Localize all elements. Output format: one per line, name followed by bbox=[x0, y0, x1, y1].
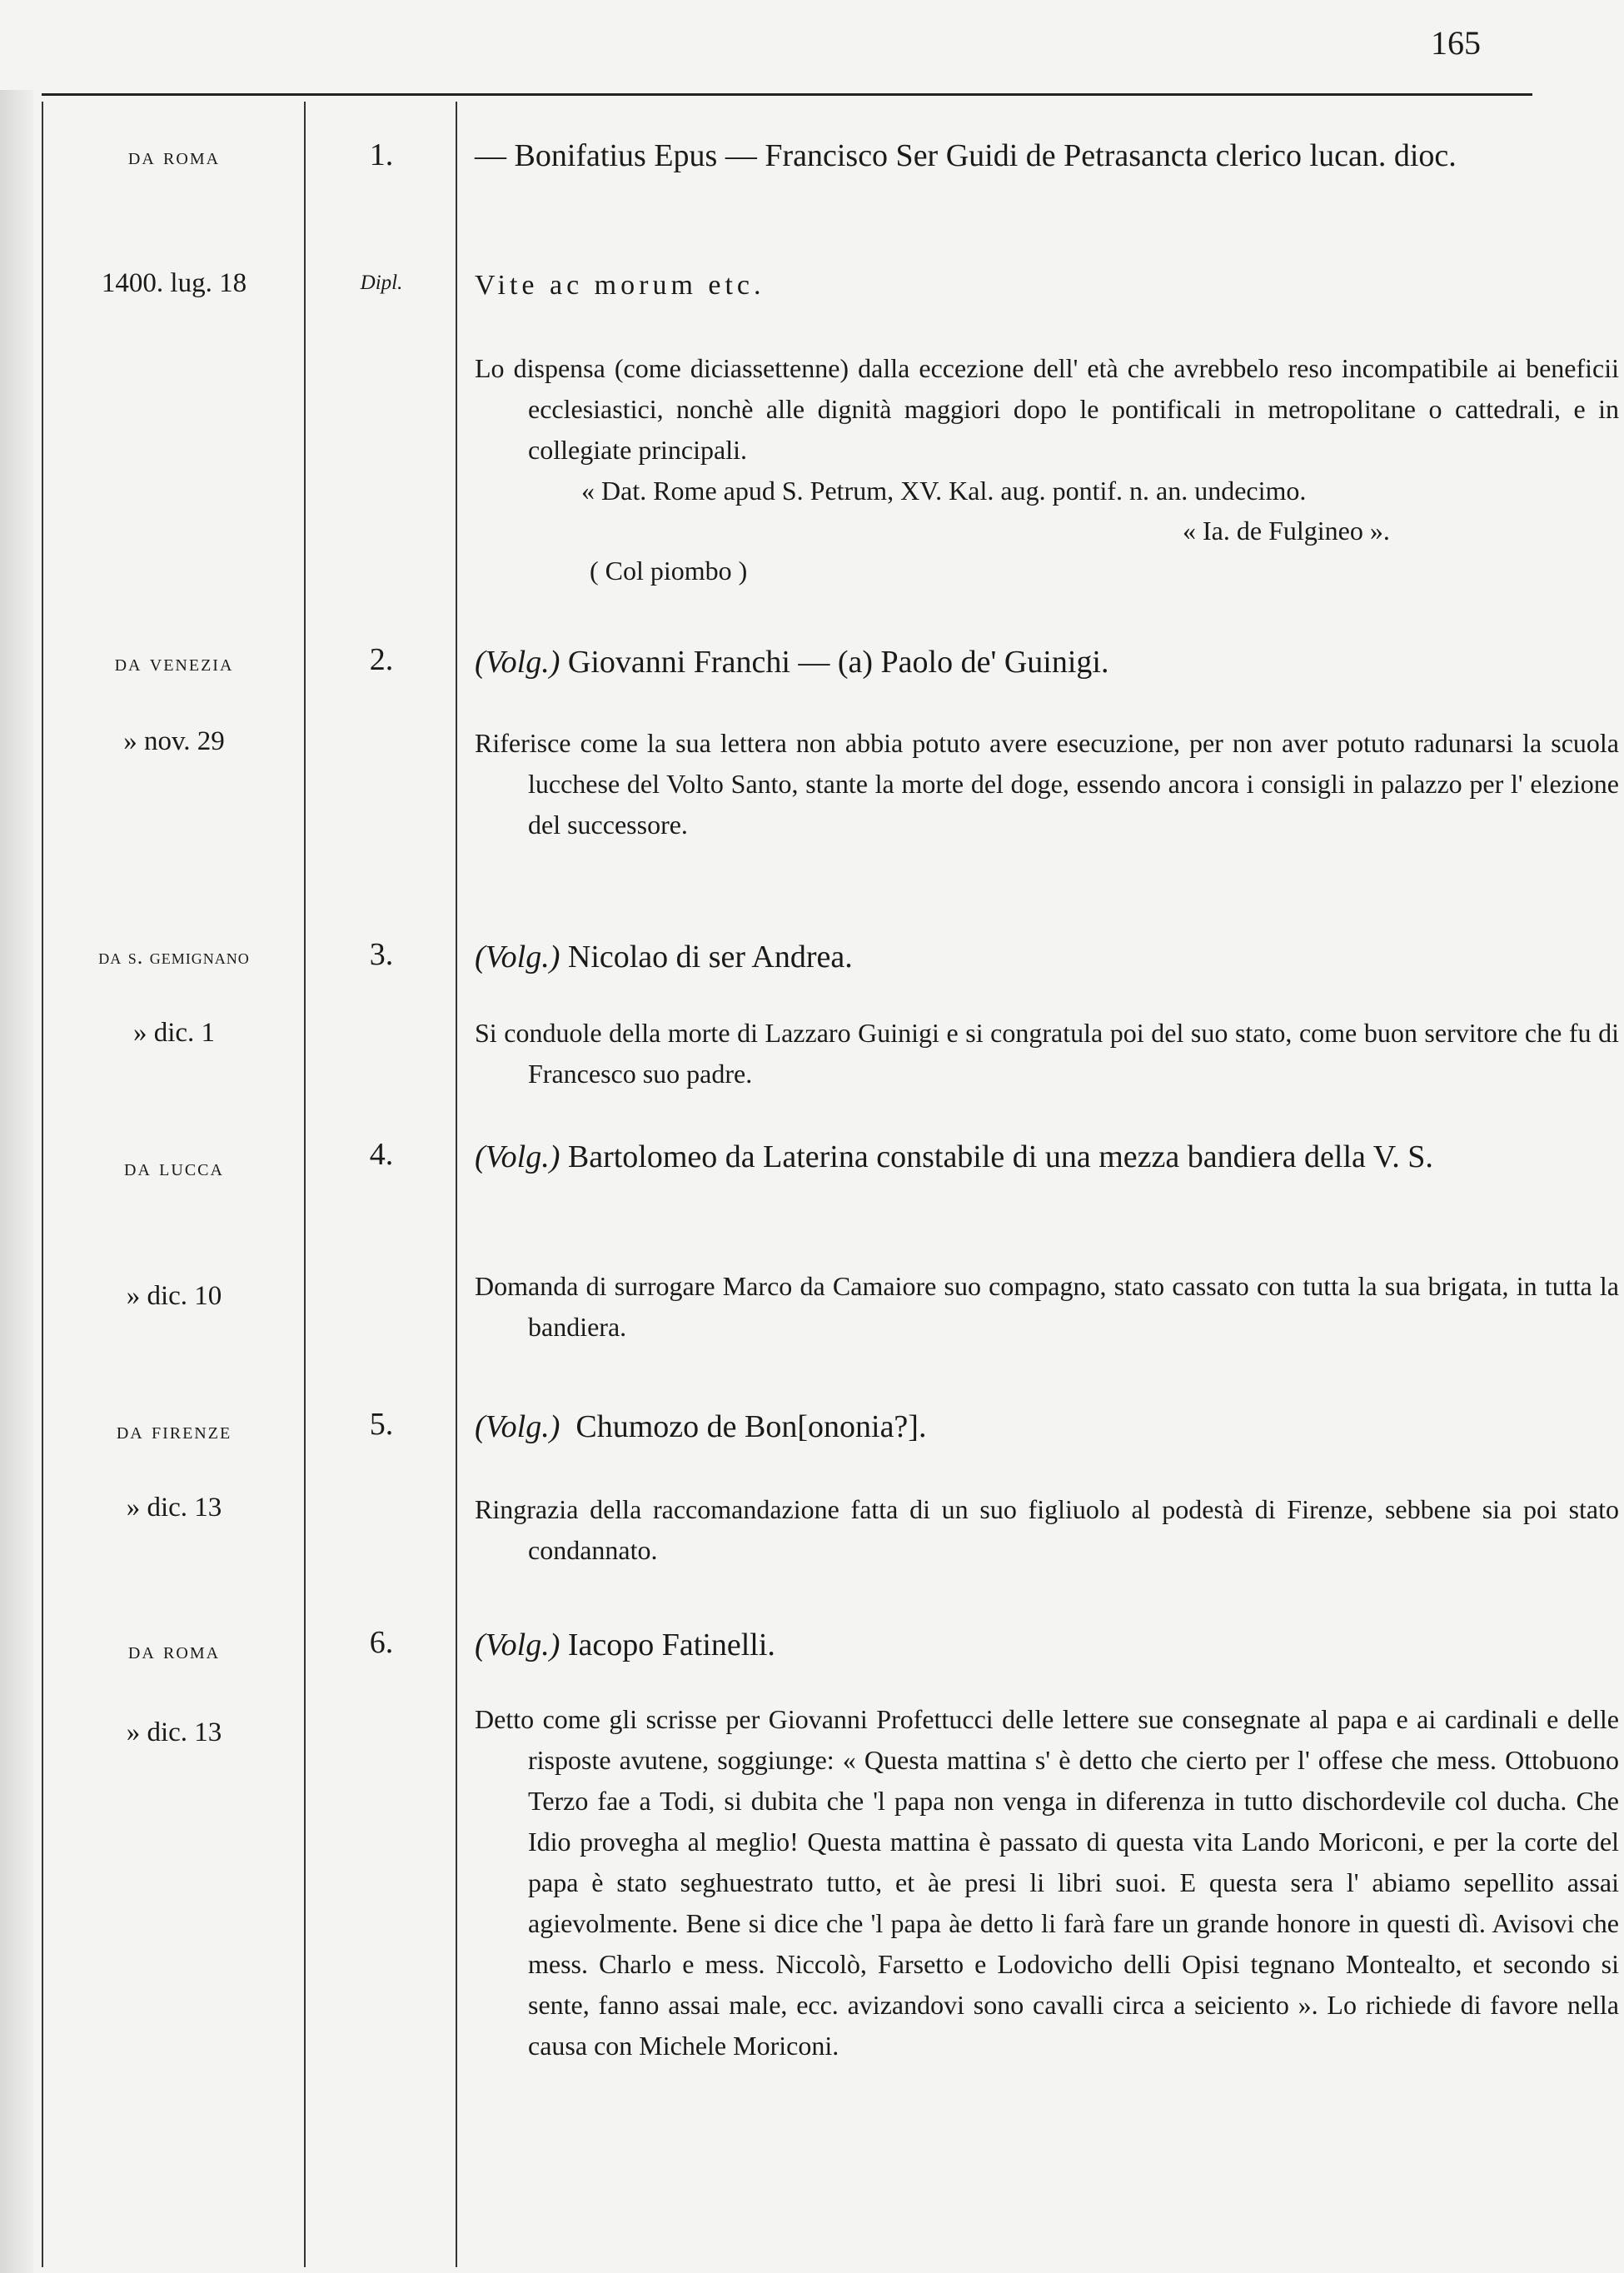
entry-seal-note: ( Col piombo ) bbox=[590, 556, 748, 586]
entry-date: » dic. 13 bbox=[126, 1717, 222, 1747]
entry-place: da venezia bbox=[114, 650, 234, 676]
entry-heading-text: Giovanni Franchi — (a) Paolo de' Guinigi. bbox=[567, 645, 1109, 680]
entry-number: 2. bbox=[369, 642, 394, 677]
entry-place: da lucca bbox=[124, 1154, 224, 1181]
entry-heading bbox=[475, 1624, 1621, 1666]
column-divider-right bbox=[456, 102, 457, 2267]
entry-datum: « Dat. Rome apud S. Petrum, XV. Kal. aug. pontif. n. an. undecimo. bbox=[581, 476, 1307, 506]
entry-heading-text: Bartolomeo da Laterina constabile di una mezza bandiera della V. S. bbox=[567, 1139, 1433, 1174]
entry-number: 3. bbox=[369, 937, 394, 972]
volgare-label: (Volg.) bbox=[475, 1627, 560, 1662]
page-number: 165 bbox=[1431, 24, 1481, 62]
entry-date: » dic. 10 bbox=[126, 1281, 222, 1311]
table-top-rule bbox=[42, 93, 1532, 96]
column-divider-middle bbox=[304, 102, 306, 2267]
entry-summary: Lo dispensa (come diciassettenne) dalla eccezione dell' età che avrebbelo reso incompatibile ai beneficii ecclesiastici, nonchè alle dignità maggiori dopo le pontificali in metropolitane o cattedrali, e in collegiate principali. bbox=[475, 353, 1619, 465]
entry-summary: Detto come gli scrisse per Giovanni Profettucci delle lettere sue consegnate al papa e ai cardinali e delle risposte avutene, soggiunge: « Questa mattina s' è detto che cierto per l' offese che mess. Ottobuono Terzo fae a Todi, si dubita che 'l papa non venga in diferenza in tutto dischordevile col ducha. Che Idio provegha al meglio! Questa mattina è passato di questa vita Lando Moriconi, e per la corte del papa è stato seghuestrato tutto, et àe presi li libri suoi. E questa sera l' abiamo sepellito assai agievolmente. Bene si dice che 'l papa àe detto li farà fare un grande honore in questi dì. Avisovi che mess. Charlo e mess. Niccolò, Farsetto e Lodovicho delli Opisi tegnano Montealto, et secondo si sente, fanno assai male, ecc. avizandovi sono cavalli circa a seiciento ». Lo richiede di favore nella causa con Michele Moriconi. bbox=[475, 1704, 1619, 2061]
entry-heading bbox=[475, 641, 1621, 683]
volgare-label: (Volg.) bbox=[475, 1139, 560, 1174]
entry-date: 1400. lug. 18 bbox=[101, 268, 247, 298]
entry-heading bbox=[475, 1136, 1621, 1178]
entry-number: 1. bbox=[369, 137, 394, 172]
entry-place: da firenze bbox=[116, 1418, 232, 1444]
entry-heading bbox=[475, 1406, 1621, 1448]
column-divider-left bbox=[42, 102, 43, 2267]
volgare-label: (Volg.) bbox=[475, 1409, 560, 1444]
entry-summary: Domanda di surrogare Marco da Camaiore suo compagno, stato cassato con tutta la sua brigata, in tutta la bandiera. bbox=[475, 1271, 1619, 1342]
entry-summary: Riferisce come la sua lettera non abbia potuto avere esecuzione, per non aver potuto radunarsi la scuola lucchese del Volto Santo, stante la morte del doge, essendo ancora i consigli in palazzo per l' elezione del successore. bbox=[475, 728, 1619, 840]
entry-heading-text: Iacopo Fatinelli. bbox=[567, 1627, 775, 1662]
entry-place: da roma bbox=[127, 143, 221, 170]
entry-place: da roma bbox=[127, 1637, 221, 1664]
entry-heading-text: Nicolao di ser Andrea. bbox=[567, 940, 853, 974]
entry-summary: Ringrazia della raccomandazione fatta di un suo figliuolo al podestà di Firenze, sebbene sia poi stato condannato. bbox=[475, 1494, 1619, 1565]
volgare-label: (Volg.) bbox=[475, 645, 560, 680]
entry-heading-text: Chumozo de Bon[ononia?]. bbox=[575, 1409, 927, 1444]
page-edge-shadow bbox=[0, 90, 33, 2273]
entry-heading: — Bonifatius Epus — Francisco Ser Guidi de Petrasancta clerico lucan. dioc. bbox=[475, 138, 1457, 173]
entry-number: 6. bbox=[369, 1625, 394, 1660]
entry-heading bbox=[475, 936, 1621, 978]
entry-summary: Si conduole della morte di Lazzaro Guinigi e si congratula poi del suo stato, come buon servitore che fu di Francesco suo padre. bbox=[475, 1018, 1619, 1089]
entry-number: 4. bbox=[369, 1137, 394, 1172]
entry-incipit: Vite ac morum etc. bbox=[475, 270, 765, 301]
entry-place: da s. gemignano bbox=[98, 945, 250, 969]
entry-number: 5. bbox=[369, 1407, 394, 1442]
entry-date: » dic. 13 bbox=[126, 1493, 222, 1523]
entry-date: » nov. 29 bbox=[123, 726, 225, 756]
volgare-label: (Volg.) bbox=[475, 940, 560, 974]
entry-date: » dic. 1 bbox=[132, 1018, 216, 1048]
entry-signature: « Ia. de Fulgineo ». bbox=[1183, 516, 1390, 546]
entry-document-type: Dipl. bbox=[360, 272, 403, 294]
